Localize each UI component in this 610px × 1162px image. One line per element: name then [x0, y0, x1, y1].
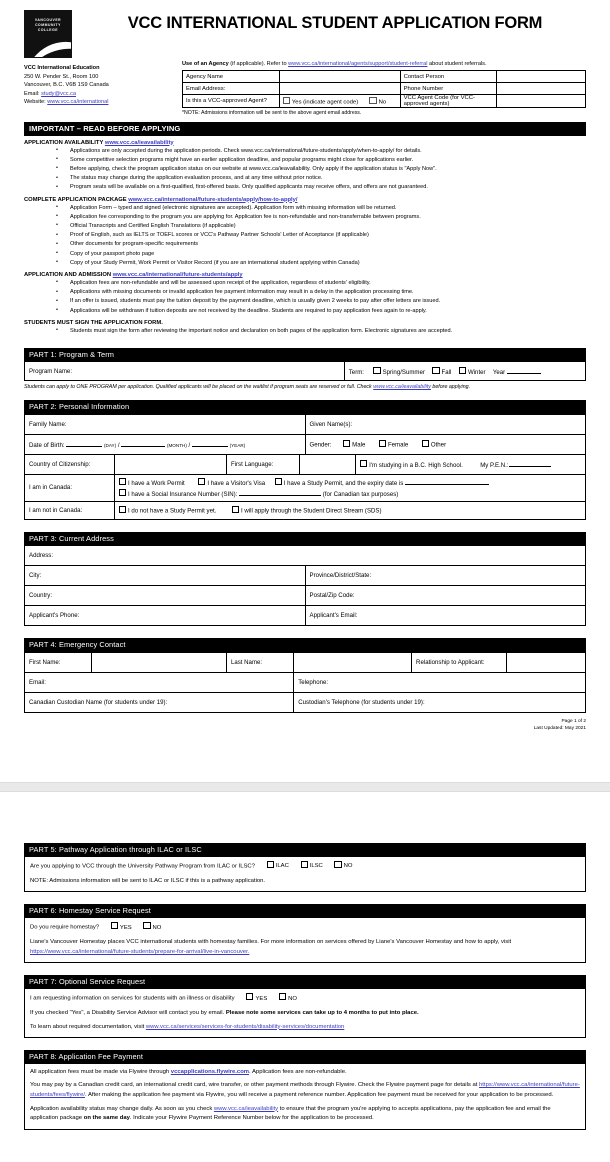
checkbox-no-study-permit[interactable]: [119, 506, 126, 513]
ec-first-name-label: First Name:: [25, 652, 92, 672]
custodian-name-field[interactable]: [25, 692, 294, 712]
important-bar: IMPORTANT – READ BEFORE APPLYING: [24, 122, 586, 136]
in-canada-options-row-1: [119, 478, 581, 487]
part-4-bar: PART 4: Emergency Contact: [24, 638, 586, 652]
logo-line-3: COLLEGE: [37, 28, 59, 33]
part-6-question: Do you require homestay?: [30, 924, 100, 931]
checkbox-gender-female[interactable]: [379, 440, 386, 447]
part-8-paragraph-3: [30, 1105, 580, 1124]
table-row: [25, 606, 586, 626]
option-study-permit: I have a Study Permit, and the expiry date is: [283, 479, 404, 487]
part-8-p2-a: You may pay by a Canadian credit card, an international credit card, wire transfer, or other payment methods through Flywire. Check the Flywire payment page for details at: [30, 1082, 478, 1089]
part-6-bar: PART 6: Homestay Service Request: [24, 904, 586, 918]
part-2-section: [24, 400, 586, 520]
part-8-panel: [24, 1064, 586, 1130]
table-row: [25, 501, 586, 519]
option-no-study-permit: I do not have a Study Permit yet.: [127, 507, 217, 515]
gender-option-other: Other: [430, 441, 447, 449]
applicant-phone-field[interactable]: [25, 606, 306, 626]
part-3-bar: PART 3: Current Address: [24, 532, 586, 546]
part-8-p3-a: Application availability status may change daily. As soon as you check: [30, 1105, 213, 1112]
year-input[interactable]: [507, 367, 541, 374]
contact-person-input[interactable]: [497, 71, 586, 83]
approved-agent-label: Is this a VCC-approved Agent?: [183, 95, 280, 108]
option-sds: I will apply through the Student Direct Stream (SDS): [240, 507, 382, 515]
list-item: • Applications will be withdrawn if tuition deposits are not received by the deadline. Students are required to pay application fees again to re-apply.: [70, 307, 586, 316]
part-1-note-link[interactable]: www.vcc.ca/ieavailability: [373, 384, 431, 391]
dob-month-input[interactable]: [121, 440, 165, 447]
applicant-email-field[interactable]: [305, 606, 586, 626]
in-canada-label: I am in Canada:: [25, 474, 115, 501]
applicant-email-label: Applicant's Email:: [309, 612, 358, 620]
checkbox-ilac[interactable]: [267, 861, 274, 868]
notice-bullet-list: [24, 327, 586, 336]
not-in-canada-options: [114, 501, 585, 519]
citizenship-label: Country of Citizenship:: [25, 454, 115, 474]
notice-heading-link[interactable]: www.vcc.ca/international/future-students/apply/how-to-apply/: [128, 196, 298, 203]
part-7-option-no: [279, 996, 297, 1002]
flywire-link[interactable]: vccapplications.flywire.com: [170, 1068, 250, 1075]
citizenship-input[interactable]: [114, 454, 226, 474]
custodian-phone-label: Custodian's Telephone (for students under 19):: [298, 698, 425, 706]
table-row: [25, 586, 586, 606]
list-item: • Before applying, check the program application status on our website at www.vcc.ca/ieavailability. Only apply if the application status is "Apply Now".: [70, 165, 586, 174]
part-4-table: [24, 652, 586, 713]
province-field[interactable]: [305, 566, 586, 586]
ec-last-name-label: Last Name:: [226, 652, 293, 672]
contact-email-label: Email:: [24, 90, 40, 97]
list-item: • Applications with missing documents or invalid application fee payment information may result in a delay in the application processing time.: [70, 288, 586, 297]
checkbox-ilsc[interactable]: [301, 861, 308, 868]
part-7-link[interactable]: www.vcc.ca/services/services-for-students/disability-services/documentation: [145, 1023, 345, 1030]
dob-day-caption: (DAY): [103, 442, 117, 448]
agency-name-input[interactable]: [279, 71, 400, 83]
notice-heading-text: APPLICATION AVAILABILITY: [24, 139, 104, 146]
part-8-p1-b: . Application fees are non-refundable.: [249, 1068, 347, 1075]
part-8-section: [24, 1050, 586, 1129]
contact-person-label: Contact Person: [400, 71, 497, 83]
part-6-section: [24, 904, 586, 963]
list-item: • Copy of your passport photo page: [70, 250, 586, 259]
label-homestay-yes: YES: [119, 924, 132, 931]
term-option-winter: Winter: [467, 368, 486, 376]
list-item: • Program seats will be available on a first-qualified, first-offered basis. Only qualified applicants may receive offers, and offers are not guaranteed.: [70, 183, 586, 192]
postal-field[interactable]: [305, 586, 586, 606]
part-5-option-ilac: [267, 863, 289, 869]
province-label: Province/District/State:: [309, 572, 372, 580]
agency-intro: [182, 60, 586, 68]
family-name-field[interactable]: [25, 414, 306, 434]
ec-telephone-field[interactable]: [294, 672, 586, 692]
option-visitor-visa: I have a Visitor's Visa: [207, 479, 266, 487]
part-1-note-a: Students can apply to ONE PROGRAM per application. Qualified applicants will be placed on the waitlist if program seats are reserved or full. Check: [24, 384, 372, 391]
title-column: [94, 8, 586, 35]
part-8-p1-a: All application fees must be made via Flywire through: [30, 1068, 170, 1075]
checkbox-visitor-visa[interactable]: [198, 478, 205, 485]
contact-block: [24, 60, 174, 107]
list-item: • Students must sign the form after reviewing the important notice and declaration on both pages of the application form. Electronic signatures are accepted.: [70, 327, 586, 336]
agent-no-label: No: [378, 99, 387, 106]
part-8-paragraph-1: [30, 1068, 580, 1078]
checkbox-term-winter[interactable]: [459, 367, 466, 374]
gender-label: Gender:: [309, 441, 332, 449]
part-5-option-ilsc: [301, 863, 323, 869]
dob-month-caption: (MONTH): [166, 442, 187, 448]
notice-students-must-sign: [24, 320, 586, 336]
table-row: [183, 95, 586, 108]
pen-input[interactable]: [509, 460, 551, 467]
ec-relationship-input[interactable]: [507, 652, 586, 672]
part-6-panel: [24, 918, 586, 963]
checkbox-work-permit[interactable]: [119, 478, 126, 485]
part-4-section: [24, 638, 586, 713]
program-name-field[interactable]: [25, 362, 345, 381]
part-6-body-text: Liane's Vancouver Homestay places VCC international students with homestay families. For more information on services offered by Liane's Vancouver Homestay and how to apply, visit: [30, 939, 512, 946]
dob-day-input[interactable]: [66, 440, 102, 447]
term-field: [344, 362, 585, 381]
logo-text: [25, 18, 71, 34]
contact-email-link[interactable]: study@vcc.ca: [41, 90, 77, 97]
part-7-question-row: [30, 993, 580, 1004]
dob-year-caption: (YEAR): [229, 442, 246, 448]
agency-email-label: Email Address:: [183, 83, 280, 95]
notice-heading: [24, 272, 586, 278]
contact-website-row: [24, 98, 174, 107]
address-label: Address:: [29, 552, 54, 560]
list-item: • Copy of your Study Permit, Work Permit or Visitor Record (if you are an international student applying within Canada): [70, 259, 586, 268]
checkbox-pathway-no[interactable]: [334, 861, 341, 868]
table-row: [25, 546, 586, 566]
term-option-spring-summer: Spring/Summer: [382, 368, 425, 376]
table-row: [183, 83, 586, 95]
checkbox-bc-high-school[interactable]: [360, 460, 367, 467]
part-6-option-no: [143, 925, 161, 931]
part-7-bar: PART 7: Optional Service Request: [24, 975, 586, 989]
agency-table: [182, 70, 586, 108]
pen-label: My P.E.N.:: [480, 461, 509, 469]
term-label: Term:: [348, 368, 364, 376]
part-3-section: [24, 532, 586, 627]
part-7-body: [30, 1009, 580, 1019]
agency-email-input[interactable]: [279, 83, 400, 95]
part-2-table: [24, 414, 586, 455]
list-item: • Other documents for program-specific requirements: [70, 240, 586, 249]
part-8-p3-bold: on the same day: [83, 1115, 130, 1122]
in-canada-options-row-2: [119, 489, 581, 498]
program-name-label: Program Name:: [29, 367, 73, 375]
contact-website-label: Website:: [24, 99, 46, 106]
page-title: VCC INTERNATIONAL STUDENT APPLICATION FORM: [127, 14, 543, 32]
part-7-body-bold: Please note some services can take up to 4 months to put into place.: [225, 1010, 419, 1017]
part-7-panel: [24, 989, 586, 1038]
part-5-bar: PART 5: Pathway Application through ILAC or ILSC: [24, 843, 586, 857]
label-ilac: ILAC: [275, 863, 289, 870]
part-1-bar: PART 1: Program & Term: [24, 348, 586, 362]
agency-name-label: Agency Name: [183, 71, 280, 83]
agency-section: [174, 60, 586, 116]
checkbox-term-fall[interactable]: [432, 367, 439, 374]
sin-caption: (for Canadian tax purposes): [322, 490, 399, 498]
ec-email-field[interactable]: [25, 672, 294, 692]
label-pathway-no: NO: [343, 863, 353, 870]
table-row: [25, 672, 586, 692]
notice-bullet-list: [24, 279, 586, 316]
part-7-doc-row: [30, 1023, 580, 1033]
checkbox-agent-no[interactable]: [369, 97, 376, 104]
checkbox-homestay-yes[interactable]: [111, 922, 118, 929]
list-item: • Application Form – typed and signed (electronic signatures are accepted). Application form with missing information will be returned.: [70, 204, 586, 213]
checkbox-homestay-no[interactable]: [143, 922, 150, 929]
list-item: • The status may change during the application evaluation process, and at any time without prior notice.: [70, 174, 586, 183]
list-item: • Applications are only accepted during the application periods. Check www.vcc.ca/international/future-students/apply/when-to-apply/ for details.: [70, 147, 586, 156]
agency-intro-rest-b: about student referrals.: [429, 61, 487, 67]
checkbox-gender-other[interactable]: [422, 440, 429, 447]
last-updated: Last Updated: May 2021: [533, 725, 586, 731]
checkbox-sds[interactable]: [232, 506, 239, 513]
notice-application-availability: [24, 140, 586, 193]
contact-street: 250 W. Pender St., Room 100: [24, 73, 99, 80]
part-5-question: Are you applying to VCC through the University Pathway Program from ILAC or ILSC?: [30, 863, 255, 870]
contact-email-row: [24, 90, 174, 99]
notice-heading: [24, 320, 586, 326]
logo-line-1: VANCOUVER: [34, 18, 62, 22]
notice-complete-application-package: [24, 197, 586, 268]
sin-input[interactable]: [239, 489, 321, 496]
table-row: [183, 71, 586, 83]
part-6-body: [30, 938, 580, 957]
page-1-footer: [24, 718, 586, 732]
date-of-birth-field: Date of Birth: (DAY) / (MONTH) / (YEAR): [25, 434, 306, 454]
list-item: • Official Transcripts and Certified English Translations (if applicable): [70, 222, 586, 231]
part-8-paragraph-2: [30, 1081, 580, 1100]
list-item: • Some competitive selection programs might have an earlier application deadline, and popular programs might close for applications earlier.: [70, 156, 586, 165]
part-5-question-row: [30, 861, 580, 872]
table-row: [25, 414, 586, 434]
agency-intro-rest-a: (if applicable). Refer to: [230, 61, 287, 67]
part-8-p3-b: to ensure that the program you're applying to accepts applications, pay the application fee and email the application package: [30, 1105, 551, 1122]
notice-heading-link[interactable]: www.vcc.ca/international/future-students/apply: [112, 271, 243, 278]
vcc-logo-icon: [24, 10, 72, 58]
page-number: Page 1 of 2: [561, 718, 586, 724]
city-field[interactable]: [25, 566, 306, 586]
part-3-table: [24, 545, 586, 626]
contact-org: VCC International Education: [24, 65, 100, 71]
country-label: Country:: [29, 592, 53, 600]
agency-footnote: *NOTE: Admissions information will be sent to the above agent email address.: [182, 110, 362, 116]
agent-yes-label: Yes (indicate agent code): [291, 99, 359, 106]
notice-application-and-admission: [24, 272, 586, 316]
bc-high-school-label: I'm studying in a B.C. High School.: [369, 461, 463, 469]
part-2-table-2: [24, 454, 586, 520]
contact-website-link[interactable]: www.vcc.ca/international: [47, 99, 109, 106]
part-6-link[interactable]: https://www.vcc.ca/international/future-students/prepare-for-arrival/live-in-vancouver.: [30, 948, 250, 955]
part-1-note-b: before applying.: [432, 384, 471, 391]
first-language-input[interactable]: [299, 454, 355, 474]
label-disability-yes: YES: [255, 995, 268, 1002]
applicant-phone-label: Applicant's Phone:: [29, 612, 80, 620]
not-in-canada-label: I am not in Canada:: [25, 501, 115, 519]
notice-heading-text: COMPLETE APPLICATION PACKAGE: [24, 196, 127, 203]
gender-option-female: Female: [387, 441, 409, 449]
label-ilsc: ILSC: [309, 863, 323, 870]
table-row: [25, 474, 586, 501]
approved-agent-options: [279, 95, 400, 108]
bc-high-school-cell: [355, 454, 585, 474]
part-2-bar: PART 2: Personal Information: [24, 400, 586, 414]
city-label: City:: [29, 572, 42, 580]
agency-referral-link[interactable]: www.vcc.ca/international/agents/support/student-referral: [288, 61, 428, 67]
notice-heading: [24, 140, 586, 146]
list-item: • Proof of English, such as IELTS or TOEFL scores or VCC's Pathway Partner Schools' Letter of Acceptance (if applicable): [70, 231, 586, 240]
table-row: [25, 652, 586, 672]
part-7-option-yes: [246, 996, 267, 1002]
table-row: [25, 566, 586, 586]
in-canada-options: [114, 474, 585, 501]
part-8-p2-b: . After making the application fee payment via Flywire, you will receive a payment reference number. Application fee payment must be received for your application to be processed.: [85, 1092, 554, 1098]
family-name-label: Family Name:: [29, 420, 67, 428]
notice-heading-text: APPLICATION AND ADMISSION: [24, 271, 112, 278]
checkbox-disability-no[interactable]: [279, 993, 286, 1000]
notice-bullet-list: [24, 204, 586, 268]
dob-year-input[interactable]: [192, 440, 228, 447]
part-5-note: NOTE: Admissions information will be sent to ILAC or ILSC if this is a pathway application.: [30, 877, 266, 884]
document-header: [24, 8, 586, 58]
checkbox-sin[interactable]: [119, 489, 126, 496]
first-language-label: First Language:: [226, 454, 299, 474]
list-item: • Application fee corresponding to the program you are applying for. Application fee is non-refundable and non-transferrable between programs.: [70, 213, 586, 222]
table-row: [25, 434, 586, 454]
agency-intro-bold: Use of an Agency: [182, 61, 229, 67]
sub-header: [24, 60, 586, 116]
table-row: [25, 362, 586, 381]
ec-email-label: Email:: [29, 678, 46, 686]
label-disability-no: NO: [288, 995, 297, 1002]
gender-option-male: Male: [352, 441, 366, 449]
study-permit-expiry-input[interactable]: [405, 478, 489, 485]
country-field[interactable]: [25, 586, 306, 606]
part-1-table: [24, 361, 586, 381]
agent-code-input[interactable]: [497, 95, 586, 108]
list-item: • Application fees are non-refundable and will be assessed upon receipt of the application, regardless of students' eligibility.: [70, 279, 586, 288]
notice-heading-text: STUDENTS MUST SIGN THE APPLICATION FORM.: [24, 319, 163, 326]
phone-number-label: Phone Number: [400, 83, 497, 95]
part-6-option-yes: [111, 925, 132, 931]
checkbox-agent-yes[interactable]: [283, 97, 290, 104]
part-1-section: [24, 348, 586, 392]
notice-bullet-list: [24, 147, 586, 193]
given-names-label: Given Name(s):: [309, 420, 353, 428]
custodian-name-label: Canadian Custodian Name (for students under 19):: [29, 698, 168, 706]
ec-first-name-input[interactable]: [92, 652, 227, 672]
page-separator: [0, 782, 610, 792]
part-5-option-no: [334, 863, 352, 869]
logo-line-2: COMMUNITY: [35, 23, 61, 28]
part-7-body-c: To learn about required documentation, visit: [30, 1023, 145, 1030]
checkbox-disability-yes[interactable]: [246, 993, 253, 1000]
part-5-section: [24, 843, 586, 892]
address-field[interactable]: [25, 546, 586, 566]
ec-relationship-label: Relationship to Applicant:: [412, 652, 507, 672]
part-8-bar: PART 8: Application Fee Payment: [24, 1050, 586, 1064]
option-sin: I have a Social Insurance Number (SIN):: [127, 490, 238, 498]
table-row: [25, 454, 586, 474]
part-7-section: [24, 975, 586, 1038]
part-7-question: I am requesting information on services for students with an illness or disability: [30, 995, 235, 1002]
date-of-birth-label: Date of Birth:: [29, 441, 65, 449]
checkbox-study-permit[interactable]: [275, 478, 282, 485]
option-work-permit: I have a Work Permit: [127, 479, 185, 487]
year-label: Year: [492, 368, 506, 376]
given-names-field[interactable]: [305, 414, 586, 434]
postal-label: Postal/Zip Code:: [309, 592, 355, 600]
list-item: • If an offer is issued, students must pay the tuition deposit by the payment deadline, which is usually given 2 weeks to pay after offer letters are issued.: [70, 297, 586, 306]
part-8-p3-c: . Indicate your Flywire Payment Reference Number below for the application to be processed.: [129, 1115, 374, 1122]
part-1-note: [24, 383, 586, 391]
notice-heading: [24, 197, 586, 203]
contact-city: Vancouver, B.C. V6B 1S9 Canada: [24, 82, 109, 89]
checkbox-term-spring-summer[interactable]: [373, 367, 380, 374]
phone-number-input[interactable]: [497, 83, 586, 95]
agent-code-label: VCC Agent Code (for VCC-approved agents): [400, 95, 497, 108]
part-6-question-row: [30, 922, 580, 933]
notice-heading-link[interactable]: www.vcc.ca/ieavailability: [104, 139, 174, 146]
term-option-fall: Fall: [441, 368, 452, 376]
table-row: [25, 692, 586, 712]
custodian-phone-field[interactable]: [294, 692, 586, 712]
ec-telephone-label: Telephone:: [298, 678, 329, 686]
gender-field: [305, 434, 586, 454]
page-2: [0, 792, 610, 1140]
part-5-panel: [24, 857, 586, 893]
checkbox-gender-male[interactable]: [343, 440, 350, 447]
part-7-body-a: If you checked "Yes", a Disability Service Advisor will contact you by email.: [30, 1010, 225, 1017]
availability-link[interactable]: www.vcc.ca/ieavailability: [213, 1105, 279, 1112]
flywire-fees-link[interactable]: https://www.vcc.ca/international/future-students/fees/flywire/: [30, 1082, 580, 1098]
label-homestay-no: NO: [152, 924, 162, 931]
ec-last-name-input[interactable]: [294, 652, 412, 672]
logo-column: [24, 8, 94, 58]
